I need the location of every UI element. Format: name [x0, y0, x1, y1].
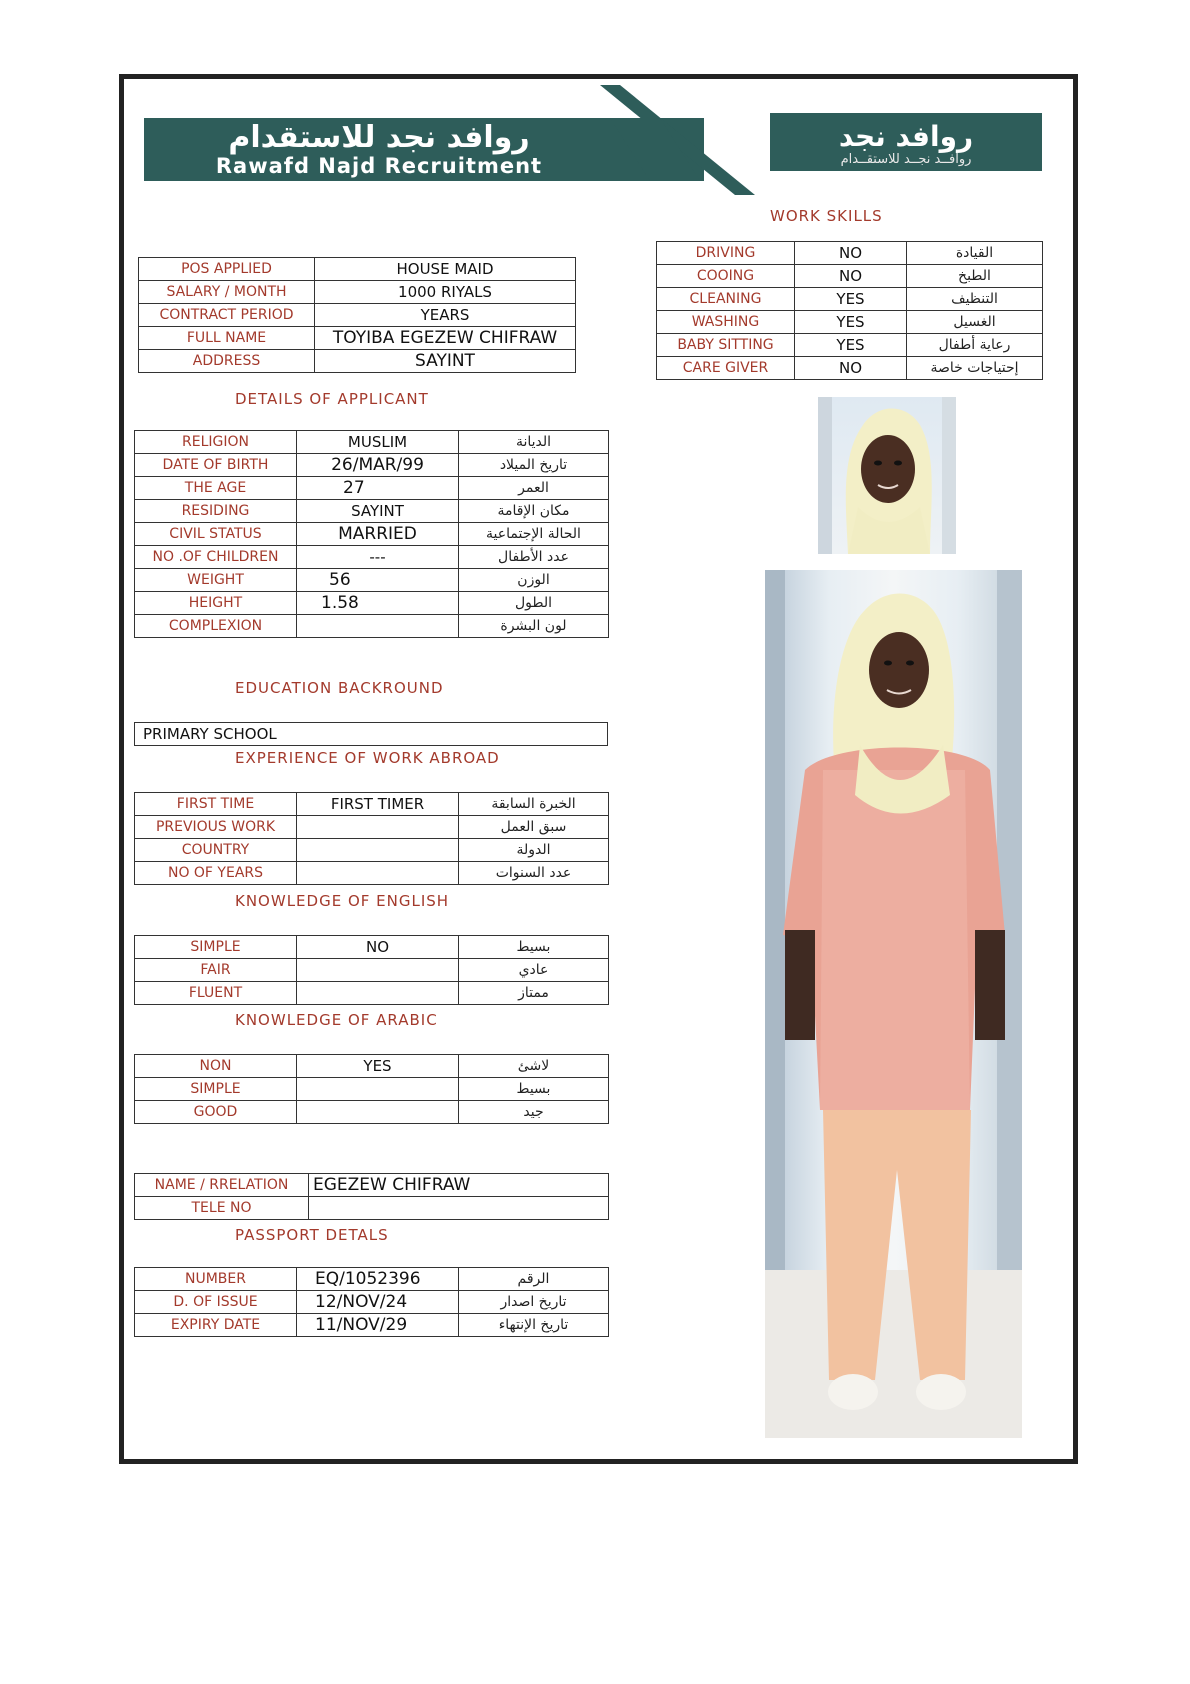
arabic-section-title: KNOWLEDGE OF ARABIC	[235, 1011, 438, 1029]
table-row	[135, 569, 609, 592]
experience-table	[134, 792, 609, 885]
company-logo-subtitle: روافــد نجــد للاستقــدام	[840, 152, 972, 167]
work-skills-table	[656, 241, 1043, 380]
arabic-arabic: لاشئ	[459, 1055, 609, 1078]
arabic-label: NON	[135, 1055, 297, 1078]
experience-value: FIRST TIMER	[297, 793, 459, 816]
table-row	[135, 1291, 609, 1314]
position-value: HOUSE MAID	[315, 258, 576, 281]
table-row	[657, 311, 1043, 334]
table-row	[657, 242, 1043, 265]
contact-label: NAME / RRELATION	[135, 1174, 309, 1197]
detail-arabic: عدد الأطفال	[459, 546, 609, 569]
experience-section-title: EXPERIENCE OF WORK ABROAD	[235, 749, 500, 767]
table-row	[139, 327, 576, 350]
table-row	[657, 357, 1043, 380]
skill-arabic: القيادة	[907, 242, 1043, 265]
position-label: SALARY / MONTH	[139, 281, 315, 304]
experience-arabic: عدد السنوات	[459, 862, 609, 885]
passport-section-title: PASSPORT DETALS	[235, 1226, 389, 1244]
arabic-value	[297, 1101, 459, 1124]
experience-arabic: الدولة	[459, 839, 609, 862]
detail-arabic: الوزن	[459, 569, 609, 592]
skill-value: NO	[795, 265, 907, 288]
skill-arabic: الطبخ	[907, 265, 1043, 288]
experience-label: FIRST TIME	[135, 793, 297, 816]
detail-value: 1.58	[297, 592, 459, 615]
table-row	[135, 1101, 609, 1124]
position-value: SAYINT	[315, 350, 576, 373]
detail-label: RESIDING	[135, 500, 297, 523]
english-value: NO	[297, 936, 459, 959]
position-label: ADDRESS	[139, 350, 315, 373]
experience-label: PREVIOUS WORK	[135, 816, 297, 839]
passport-value: 11/NOV/29	[297, 1314, 459, 1337]
english-label: FLUENT	[135, 982, 297, 1005]
english-table	[134, 935, 609, 1005]
english-label: FAIR	[135, 959, 297, 982]
detail-arabic: تاريخ الميلاد	[459, 454, 609, 477]
passport-value: EQ/1052396	[297, 1268, 459, 1291]
skill-arabic: التنظيف	[907, 288, 1043, 311]
detail-arabic: الديانة	[459, 431, 609, 454]
position-label: FULL NAME	[139, 327, 315, 350]
detail-arabic: الطول	[459, 592, 609, 615]
english-arabic: ممتاز	[459, 982, 609, 1005]
skill-label: CARE GIVER	[657, 357, 795, 380]
arabic-table	[134, 1054, 609, 1124]
experience-label: COUNTRY	[135, 839, 297, 862]
table-row	[135, 615, 609, 638]
company-logo: روافد نجد	[838, 120, 974, 153]
passport-label: D. OF ISSUE	[135, 1291, 297, 1314]
contact-label: TELE NO	[135, 1197, 309, 1220]
detail-value: ---	[297, 546, 459, 569]
table-row	[135, 546, 609, 569]
passport-label: EXPIRY DATE	[135, 1314, 297, 1337]
skill-arabic: إحتياجات خاصة	[907, 357, 1043, 380]
detail-value: MUSLIM	[297, 431, 459, 454]
table-row	[135, 1055, 609, 1078]
table-row	[135, 1197, 609, 1220]
table-row	[135, 959, 609, 982]
arabic-label: SIMPLE	[135, 1078, 297, 1101]
detail-arabic: العمر	[459, 477, 609, 500]
position-label: CONTRACT PERIOD	[139, 304, 315, 327]
arabic-arabic: بسيط	[459, 1078, 609, 1101]
experience-arabic: الخبرة السابقة	[459, 793, 609, 816]
skill-value: YES	[795, 288, 907, 311]
detail-value: 27	[297, 477, 459, 500]
education-section-title: EDUCATION BACKROUND	[235, 679, 444, 697]
detail-value: 56	[297, 569, 459, 592]
skill-value: NO	[795, 242, 907, 265]
work-skills-title: WORK SKILLS	[770, 207, 883, 225]
detail-label: CIVIL STATUS	[135, 523, 297, 546]
position-table	[138, 257, 576, 373]
experience-label: NO OF YEARS	[135, 862, 297, 885]
table-row	[135, 431, 609, 454]
position-value: 1000 RIYALS	[315, 281, 576, 304]
table-row	[135, 936, 609, 959]
table-row	[135, 500, 609, 523]
table-row	[135, 839, 609, 862]
detail-label: THE AGE	[135, 477, 297, 500]
english-value	[297, 959, 459, 982]
table-row	[139, 350, 576, 373]
table-row	[135, 1174, 609, 1197]
english-arabic: عادي	[459, 959, 609, 982]
passport-arabic: تاريخ الإنتهاء	[459, 1314, 609, 1337]
skill-label: COOING	[657, 265, 795, 288]
table-row	[135, 862, 609, 885]
detail-arabic: الحالة الإجتماعية	[459, 523, 609, 546]
detail-arabic: مكان الإقامة	[459, 500, 609, 523]
applicant-full-body-photo	[765, 570, 1022, 1438]
english-label: SIMPLE	[135, 936, 297, 959]
passport-value: 12/NOV/24	[297, 1291, 459, 1314]
experience-value	[297, 816, 459, 839]
header-divider-stripe	[600, 85, 780, 205]
skill-value: YES	[795, 334, 907, 357]
table-row	[135, 793, 609, 816]
table-row	[657, 288, 1043, 311]
detail-value	[297, 615, 459, 638]
passport-arabic: الرقم	[459, 1268, 609, 1291]
english-value	[297, 982, 459, 1005]
contact-value: EGEZEW CHIFRAW	[309, 1174, 609, 1197]
detail-value: 26/MAR/99	[297, 454, 459, 477]
table-row	[135, 982, 609, 1005]
table-row	[135, 477, 609, 500]
skill-arabic: رعاية أطفال	[907, 334, 1043, 357]
applicant-headshot-photo	[818, 397, 956, 554]
position-label: POS APPLIED	[139, 258, 315, 281]
contact-table	[134, 1173, 609, 1220]
table-row	[135, 816, 609, 839]
detail-label: WEIGHT	[135, 569, 297, 592]
experience-value	[297, 862, 459, 885]
english-arabic: بسيط	[459, 936, 609, 959]
skill-value: NO	[795, 357, 907, 380]
table-row	[135, 1314, 609, 1337]
education-table	[134, 722, 608, 746]
detail-arabic: لون البشرة	[459, 615, 609, 638]
position-value: TOYIBA EGEZEW CHIFRAW	[315, 327, 576, 350]
arabic-value: YES	[297, 1055, 459, 1078]
table-row	[135, 454, 609, 477]
table-row	[135, 523, 609, 546]
detail-label: RELIGION	[135, 431, 297, 454]
table-row	[135, 723, 608, 746]
detail-label: HEIGHT	[135, 592, 297, 615]
skill-label: BABY SITTING	[657, 334, 795, 357]
detail-value: MARRIED	[297, 523, 459, 546]
contact-value	[309, 1197, 609, 1220]
position-value: YEARS	[315, 304, 576, 327]
passport-label: NUMBER	[135, 1268, 297, 1291]
detail-label: NO .OF CHILDREN	[135, 546, 297, 569]
arabic-arabic: جيد	[459, 1101, 609, 1124]
table-row	[135, 592, 609, 615]
table-row	[657, 334, 1043, 357]
table-row	[135, 1268, 609, 1291]
english-company-title: Rawafd Najd Recruitment	[215, 154, 543, 178]
skill-label: DRIVING	[657, 242, 795, 265]
table-row	[657, 265, 1043, 288]
skill-value: YES	[795, 311, 907, 334]
table-row	[139, 258, 576, 281]
applicant-details-table	[134, 430, 609, 638]
passport-table	[134, 1267, 609, 1337]
experience-value	[297, 839, 459, 862]
arabic-label: GOOD	[135, 1101, 297, 1124]
arabic-value	[297, 1078, 459, 1101]
table-row	[135, 1078, 609, 1101]
arabic-company-title: روافد نجد للاستقدام	[228, 120, 530, 155]
detail-label: DATE OF BIRTH	[135, 454, 297, 477]
passport-arabic: تاريخ اصدار	[459, 1291, 609, 1314]
education-value: PRIMARY SCHOOL	[135, 723, 608, 746]
table-row	[139, 281, 576, 304]
skill-arabic: الغسيل	[907, 311, 1043, 334]
experience-arabic: سبق العمل	[459, 816, 609, 839]
detail-label: COMPLEXION	[135, 615, 297, 638]
skill-label: WASHING	[657, 311, 795, 334]
english-section-title: KNOWLEDGE OF ENGLISH	[235, 892, 450, 910]
skill-label: CLEANING	[657, 288, 795, 311]
details-section-title: DETAILS OF APPLICANT	[235, 390, 429, 408]
detail-value: SAYINT	[297, 500, 459, 523]
table-row	[139, 304, 576, 327]
